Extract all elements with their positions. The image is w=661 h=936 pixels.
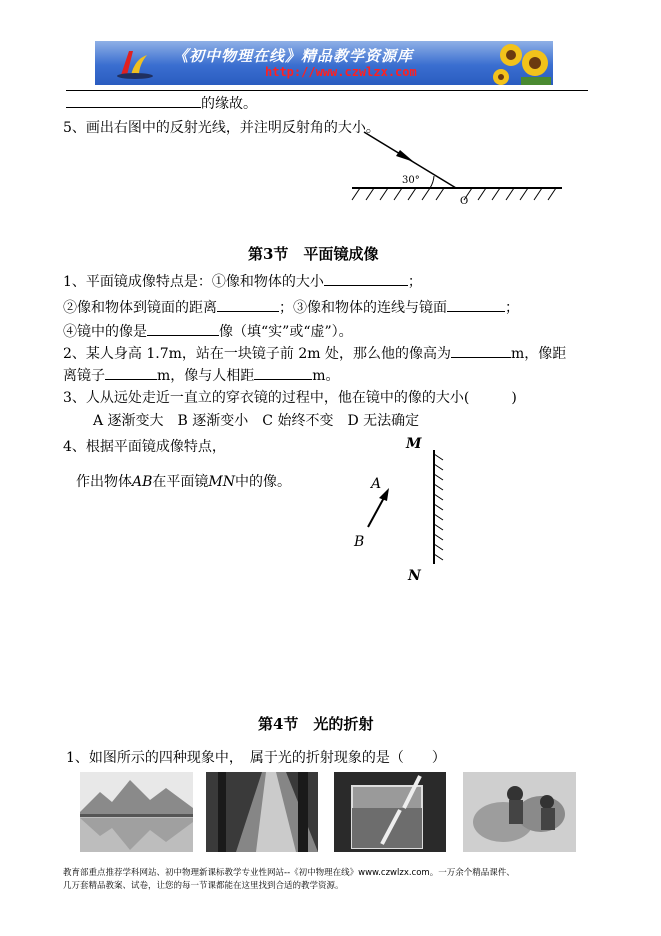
ray-arrowhead [396, 150, 414, 162]
photo-shadow-play [463, 772, 576, 852]
s3-q2-line1: 2、某人身高 1.7m，站在一块镜子前 2m 处，那么他的像高为 m，像距 [63, 343, 566, 363]
s4-q1: 1、如图所示的四种现象中， 属于光的折射现象的是（ ） [66, 750, 446, 766]
s3-q4-sub: 作出物体AB在平面镜MN中的像。 [76, 474, 291, 490]
tail-text: 的缘故。 [201, 96, 257, 112]
section3-title: 第3节 平面镜成像 [248, 245, 379, 263]
logo-icon [113, 45, 157, 81]
label-m: M [406, 436, 422, 452]
photo-pencil-in-water [334, 772, 446, 852]
label-b: B [354, 534, 365, 550]
angle-arc [430, 176, 434, 188]
footer-line1: 教育部重点推荐学科网站、初中物理新课标教学专业性网站--《初中物理在线》www.czwlzx.com。一万余个精品课件、 [63, 868, 515, 878]
reflection-diagram [350, 130, 565, 210]
photo-mountain-reflection [80, 772, 193, 852]
mirror-hatching [352, 188, 556, 200]
angle-label: 30° [402, 175, 420, 186]
banner-url[interactable]: http://www.czwlzx.com [265, 65, 417, 79]
s3-q1-line3: ④镜中的像是 像（填“实”或“虚”）。 [63, 321, 353, 341]
s3-q3-options: A 逐渐变大 B 逐渐变小 C 始终不变 D 无法确定 [93, 413, 420, 429]
blank-mirror-distance[interactable] [105, 365, 157, 380]
blank-image-type[interactable] [147, 321, 219, 336]
ab-label: AB [132, 474, 153, 490]
mn-label: MN [208, 474, 235, 490]
header-rule [66, 90, 588, 91]
s3-q3: 3、人从远处走近一直立的穿衣镜的过程中，他在镜中的像的大小( ) [63, 390, 517, 406]
plane-mirror-diagram [346, 432, 446, 588]
answer-blank[interactable] [66, 93, 201, 108]
point-o-label: O [460, 196, 469, 207]
header-banner [95, 41, 553, 85]
banner-title: 《初中物理在线》精品教学资源库 [173, 47, 414, 65]
blank-person-distance[interactable] [254, 365, 312, 380]
section4-title: 第4节 光的折射 [258, 715, 374, 733]
label-a: A [371, 476, 382, 492]
label-n: N [408, 568, 421, 584]
q5-text: 5、画出右图中的反射光线，并注明反射角的大小。 [63, 120, 380, 136]
sunflower-image [491, 41, 551, 85]
blank-image-height[interactable] [451, 343, 511, 358]
blank-distance[interactable] [217, 297, 279, 312]
s3-q2-line2: 离镜子 m，像与人相距 m。 [63, 365, 340, 385]
s3-q1-line2: ②像和物体到镜面的距离 ；③像和物体的连线与镜面 ； [63, 297, 519, 317]
s3-q1-line1: 1、平面镜成像特点是：①像和物体的大小 ； [63, 271, 422, 291]
s3-q4: 4、根据平面镜成像特点， [63, 439, 226, 455]
mirror-mn-hatching [434, 454, 443, 560]
blank-size[interactable] [324, 271, 408, 286]
photo-sunlight-forest [206, 772, 318, 852]
footer-line2: 几万套精品教案、试卷，让您的每一节课都能在这里找到合适的教学资源。 [63, 881, 344, 891]
prev-answer-line [66, 93, 257, 113]
blank-relation[interactable] [447, 297, 505, 312]
